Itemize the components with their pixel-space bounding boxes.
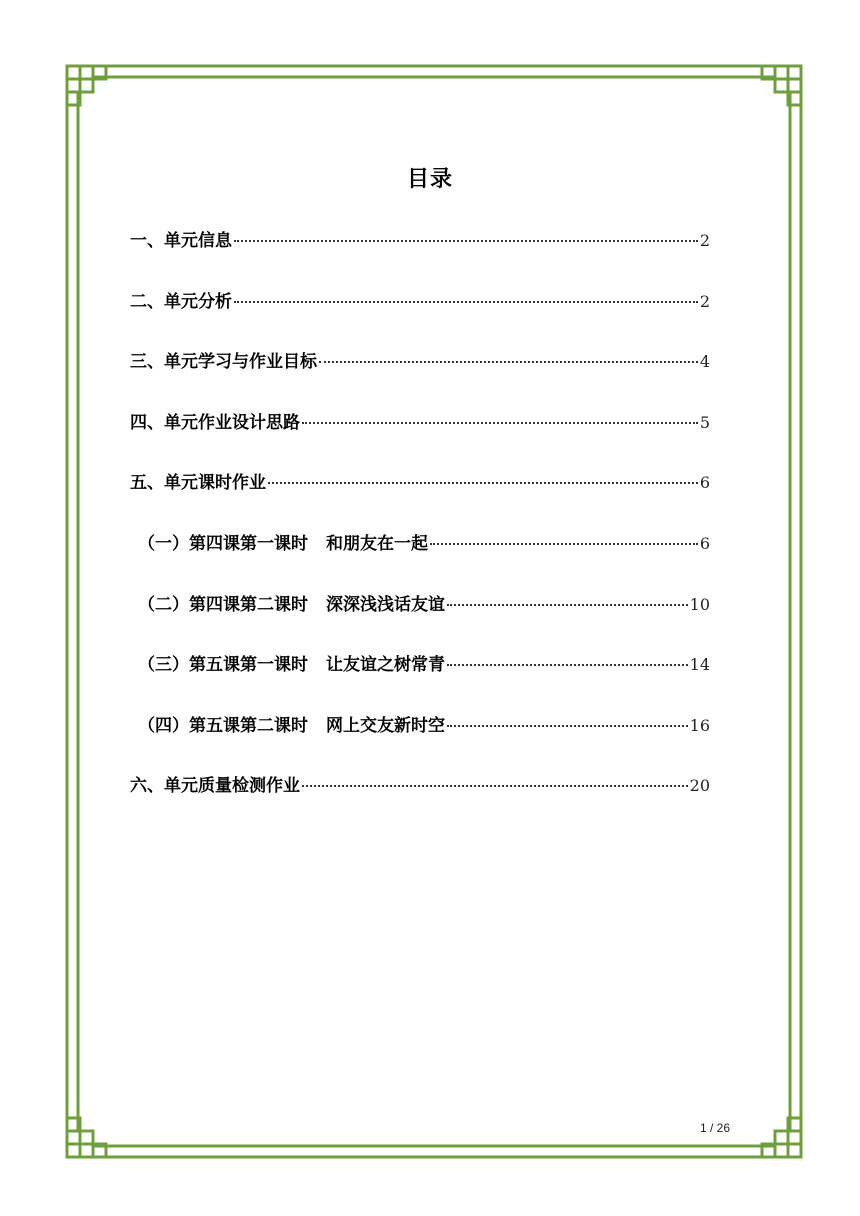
toc-subentry-lesson-2[interactable]: [130, 590, 710, 651]
dot-leader: [234, 240, 698, 242]
toc-entry-design-ideas[interactable]: [130, 408, 710, 469]
toc-entry-unit-analysis[interactable]: [130, 287, 710, 348]
toc-entry-page: 2: [699, 291, 710, 311]
table-of-contents: [130, 226, 710, 832]
toc-entry-page: 16: [689, 715, 710, 735]
toc-entry-label: 六、单元质量检测作业: [130, 776, 300, 797]
toc-entry-page: 2: [699, 231, 710, 250]
toc-entry-label: 二、单元分析: [130, 291, 232, 312]
toc-entry-lesson-number: （三）第五课第一课时: [138, 655, 308, 676]
toc-entry-label: 一、单元信息: [130, 231, 232, 251]
dot-leader: [268, 482, 698, 484]
toc-entry-lesson-title: 网上交友新时空: [326, 715, 445, 736]
dot-leader: [302, 422, 698, 424]
toc-entry-lesson-title: 让友谊之树常青: [326, 655, 445, 676]
dot-leader: [430, 543, 698, 545]
toc-entry-lesson-homework[interactable]: [130, 468, 710, 529]
toc-entry-lesson-number: （四）第五课第二课时: [138, 715, 308, 736]
corner-ornament-top-right: [762, 66, 801, 105]
toc-entry-quality-test[interactable]: [130, 771, 710, 832]
dot-leader: [302, 785, 688, 787]
dot-leader: [234, 301, 698, 303]
page-title: 目录: [406, 167, 453, 192]
toc-entry-page: 20: [689, 776, 710, 796]
toc-entry-page: 5: [699, 412, 710, 432]
toc-subentry-lesson-1[interactable]: [130, 529, 710, 590]
toc-entry-page: 6: [699, 533, 710, 553]
toc-entry-label: 四、单元作业设计思路: [130, 412, 300, 433]
toc-entry-page: 14: [689, 655, 710, 675]
corner-ornament-bottom-left: [67, 1118, 106, 1157]
toc-entry-unit-info[interactable]: [130, 226, 710, 287]
toc-entry-page: 6: [699, 473, 710, 493]
toc-entry-label: [138, 650, 445, 675]
dot-leader: [319, 361, 698, 363]
toc-entry-lesson-title: 深深浅浅话友谊: [326, 594, 445, 615]
toc-entry-label: [138, 529, 428, 554]
toc-subentry-lesson-3[interactable]: [130, 650, 710, 711]
toc-entry-learning-goals[interactable]: [130, 347, 710, 408]
toc-entry-label: 五、单元课时作业: [130, 473, 266, 494]
toc-subentry-lesson-4[interactable]: [130, 711, 710, 772]
toc-entry-page: 4: [699, 352, 710, 372]
toc-entry-lesson-number: （二）第四课第二课时: [138, 594, 308, 615]
toc-entry-label: [138, 711, 445, 736]
toc-entry-label: 三、单元学习与作业目标: [130, 352, 317, 373]
toc-entry-lesson-title: 和朋友在一起: [326, 533, 428, 554]
toc-entry-page: 10: [689, 594, 710, 614]
page-number: 1 / 26: [699, 1121, 731, 1135]
dot-leader: [447, 725, 688, 727]
corner-ornament-top-left: [67, 66, 106, 105]
dot-leader: [447, 604, 688, 606]
toc-entry-label: [138, 590, 445, 615]
toc-entry-lesson-number: （一）第四课第一课时: [138, 533, 308, 554]
dot-leader: [447, 664, 688, 666]
